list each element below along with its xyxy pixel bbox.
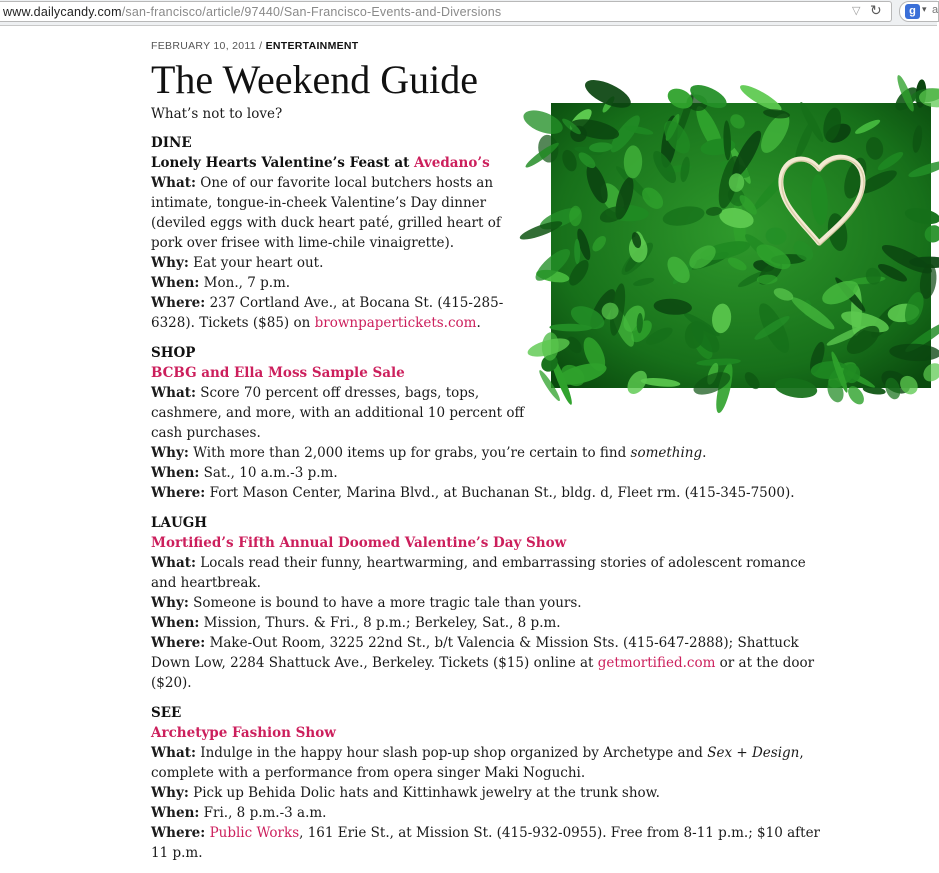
why-label: Why: xyxy=(151,785,189,801)
why-text: Pick up Behida Dolic hats and Kittinhawk jewelry at the trunk show. xyxy=(193,785,660,801)
where-label: Where: xyxy=(151,635,206,651)
why-text: Someone is bound to have a more tragic tale than yours. xyxy=(193,595,582,611)
what-text: Indulge in the happy hour slash pop-up shop organized by Archetype and xyxy=(200,745,708,761)
url-text[interactable] xyxy=(3,5,501,19)
why-label: Why: xyxy=(151,595,189,611)
where-line xyxy=(151,823,823,863)
when-line xyxy=(151,463,851,483)
search-input-text[interactable]: a xyxy=(932,4,939,16)
section-shop xyxy=(151,343,851,503)
google-search-icon[interactable]: g xyxy=(905,4,920,19)
when-text: Mission, Thurs. & Fri., 8 p.m.; Berkeley, Sat., 8 p.m. xyxy=(203,615,561,631)
where-text: Fort Mason Center, Marina Blvd., at Buchanan St., bldg. d, Fleet rm. (415-345-7500). xyxy=(209,485,795,501)
public-works-link[interactable]: Public Works xyxy=(209,825,300,841)
browser-toolbar xyxy=(0,0,937,26)
when-line xyxy=(151,613,823,633)
url-path: /san-francisco/article/97440/San-Francisco-Events-and-Diversions xyxy=(121,5,502,19)
where-text: Make-Out Room, 3225 22nd St., b/t Valencia & Mission Sts. (415-647-2888); Shattuck Down Low, 2284 Shattuck Ave., Berkeley. Tickets ($15) online at xyxy=(151,635,799,671)
where-after-text: . xyxy=(476,315,481,331)
where-after-text: or at the door ($20). xyxy=(151,655,815,691)
venue-link-avedanos[interactable]: Avedano’s xyxy=(414,155,490,171)
brownpapertickets-link[interactable]: brownpapertickets.com xyxy=(314,315,477,331)
event-link-archetype-fashion-show[interactable]: Archetype Fashion Show xyxy=(151,725,336,741)
what-label: What: xyxy=(151,745,196,761)
when-text: Mon., 7 p.m. xyxy=(203,275,291,291)
where-label: Where: xyxy=(151,485,206,501)
why-label: Why: xyxy=(151,445,189,461)
what-line xyxy=(151,383,536,443)
event-title xyxy=(151,153,851,173)
why-line xyxy=(151,443,823,463)
section-heading: DINE xyxy=(151,135,192,151)
what-text: One of our favorite local butchers hosts an intimate, tongue-in-cheek Valentine’s Day dinner (deviled eggs with duck heart paté, grilled heart of pork over frisee with lime-chile vinaigrette). xyxy=(151,175,501,251)
event-title xyxy=(151,363,851,383)
what-line xyxy=(151,743,823,783)
article-category-link[interactable]: ENTERTAINMENT xyxy=(265,40,359,52)
where-line xyxy=(151,483,823,503)
why-text: Eat your heart out. xyxy=(193,255,324,271)
article-body xyxy=(151,133,851,873)
search-engine-dropdown-icon[interactable]: ▾ xyxy=(922,5,927,15)
event-link-bcbg-sample-sale[interactable]: BCBG and Ella Moss Sample Sale xyxy=(151,365,405,381)
when-line xyxy=(151,803,823,823)
what-label: What: xyxy=(151,555,196,571)
article-dateline xyxy=(151,40,359,52)
what-after-text: , complete with a performance from opera singer Maki Noguchi. xyxy=(151,745,804,781)
when-label: When: xyxy=(151,805,200,821)
dateline-separator: / xyxy=(255,40,266,52)
why-after-text: . xyxy=(702,445,707,461)
when-label: When: xyxy=(151,275,200,291)
when-text: Fri., 8 p.m.-3 a.m. xyxy=(203,805,327,821)
where-line xyxy=(151,633,823,693)
what-label: What: xyxy=(151,175,196,191)
article-date: FEBRUARY 10, 2011 xyxy=(151,40,256,52)
when-label: When: xyxy=(151,615,200,631)
section-heading: LAUGH xyxy=(151,515,208,531)
section-dine xyxy=(151,133,851,333)
section-laugh xyxy=(151,513,851,693)
search-bar[interactable] xyxy=(899,1,939,22)
reload-icon[interactable]: ↻ xyxy=(870,3,882,19)
event-title xyxy=(151,723,851,743)
what-text: Locals read their funny, heartwarming, and embarrassing stories of adolescent romance and heartbreak. xyxy=(151,555,806,591)
what-line xyxy=(151,173,536,253)
why-line xyxy=(151,253,536,273)
where-after-text: , 161 Erie St., at Mission St. (415-932-0955). Free from 8-11 p.m.; $10 after 11 p.m. xyxy=(151,825,821,861)
getmortified-link[interactable]: getmortified.com xyxy=(597,655,716,671)
where-line xyxy=(151,293,536,333)
where-text: 237 Cortland Ave., at Bocana St. (415-285-6328). Tickets ($85) on xyxy=(151,295,504,331)
where-label: Where: xyxy=(151,825,206,841)
event-title-text: Lonely Hearts Valentine’s Feast at xyxy=(151,155,414,171)
why-line xyxy=(151,593,823,613)
when-text: Sat., 10 a.m.-3 p.m. xyxy=(203,465,338,481)
event-title xyxy=(151,533,851,553)
section-heading: SHOP xyxy=(151,345,196,361)
when-line xyxy=(151,273,536,293)
event-link-mortified-show[interactable]: Mortified’s Fifth Annual Doomed Valentine’s Day Show xyxy=(151,535,567,551)
where-label: Where: xyxy=(151,295,206,311)
url-history-dropdown-icon[interactable]: ▽ xyxy=(852,4,861,17)
url-host: www.dailycandy.com xyxy=(3,5,122,19)
when-label: When: xyxy=(151,465,200,481)
section-see xyxy=(151,703,851,863)
section-heading: SEE xyxy=(151,705,182,721)
address-bar[interactable] xyxy=(0,1,892,22)
page-title: The Weekend Guide xyxy=(151,57,479,102)
why-emphasis: something xyxy=(630,445,703,461)
what-label: What: xyxy=(151,385,196,401)
why-line xyxy=(151,783,823,803)
what-emphasis: Sex + Design xyxy=(707,745,800,761)
article-tagline: What’s not to love? xyxy=(151,106,283,122)
what-line xyxy=(151,553,823,593)
why-label: Why: xyxy=(151,255,189,271)
what-text: Score 70 percent off dresses, bags, tops, cashmere, and more, with an additional 10 percent off cash purchases. xyxy=(151,385,525,441)
why-text: With more than 2,000 items up for grabs, you’re certain to find xyxy=(193,445,631,461)
